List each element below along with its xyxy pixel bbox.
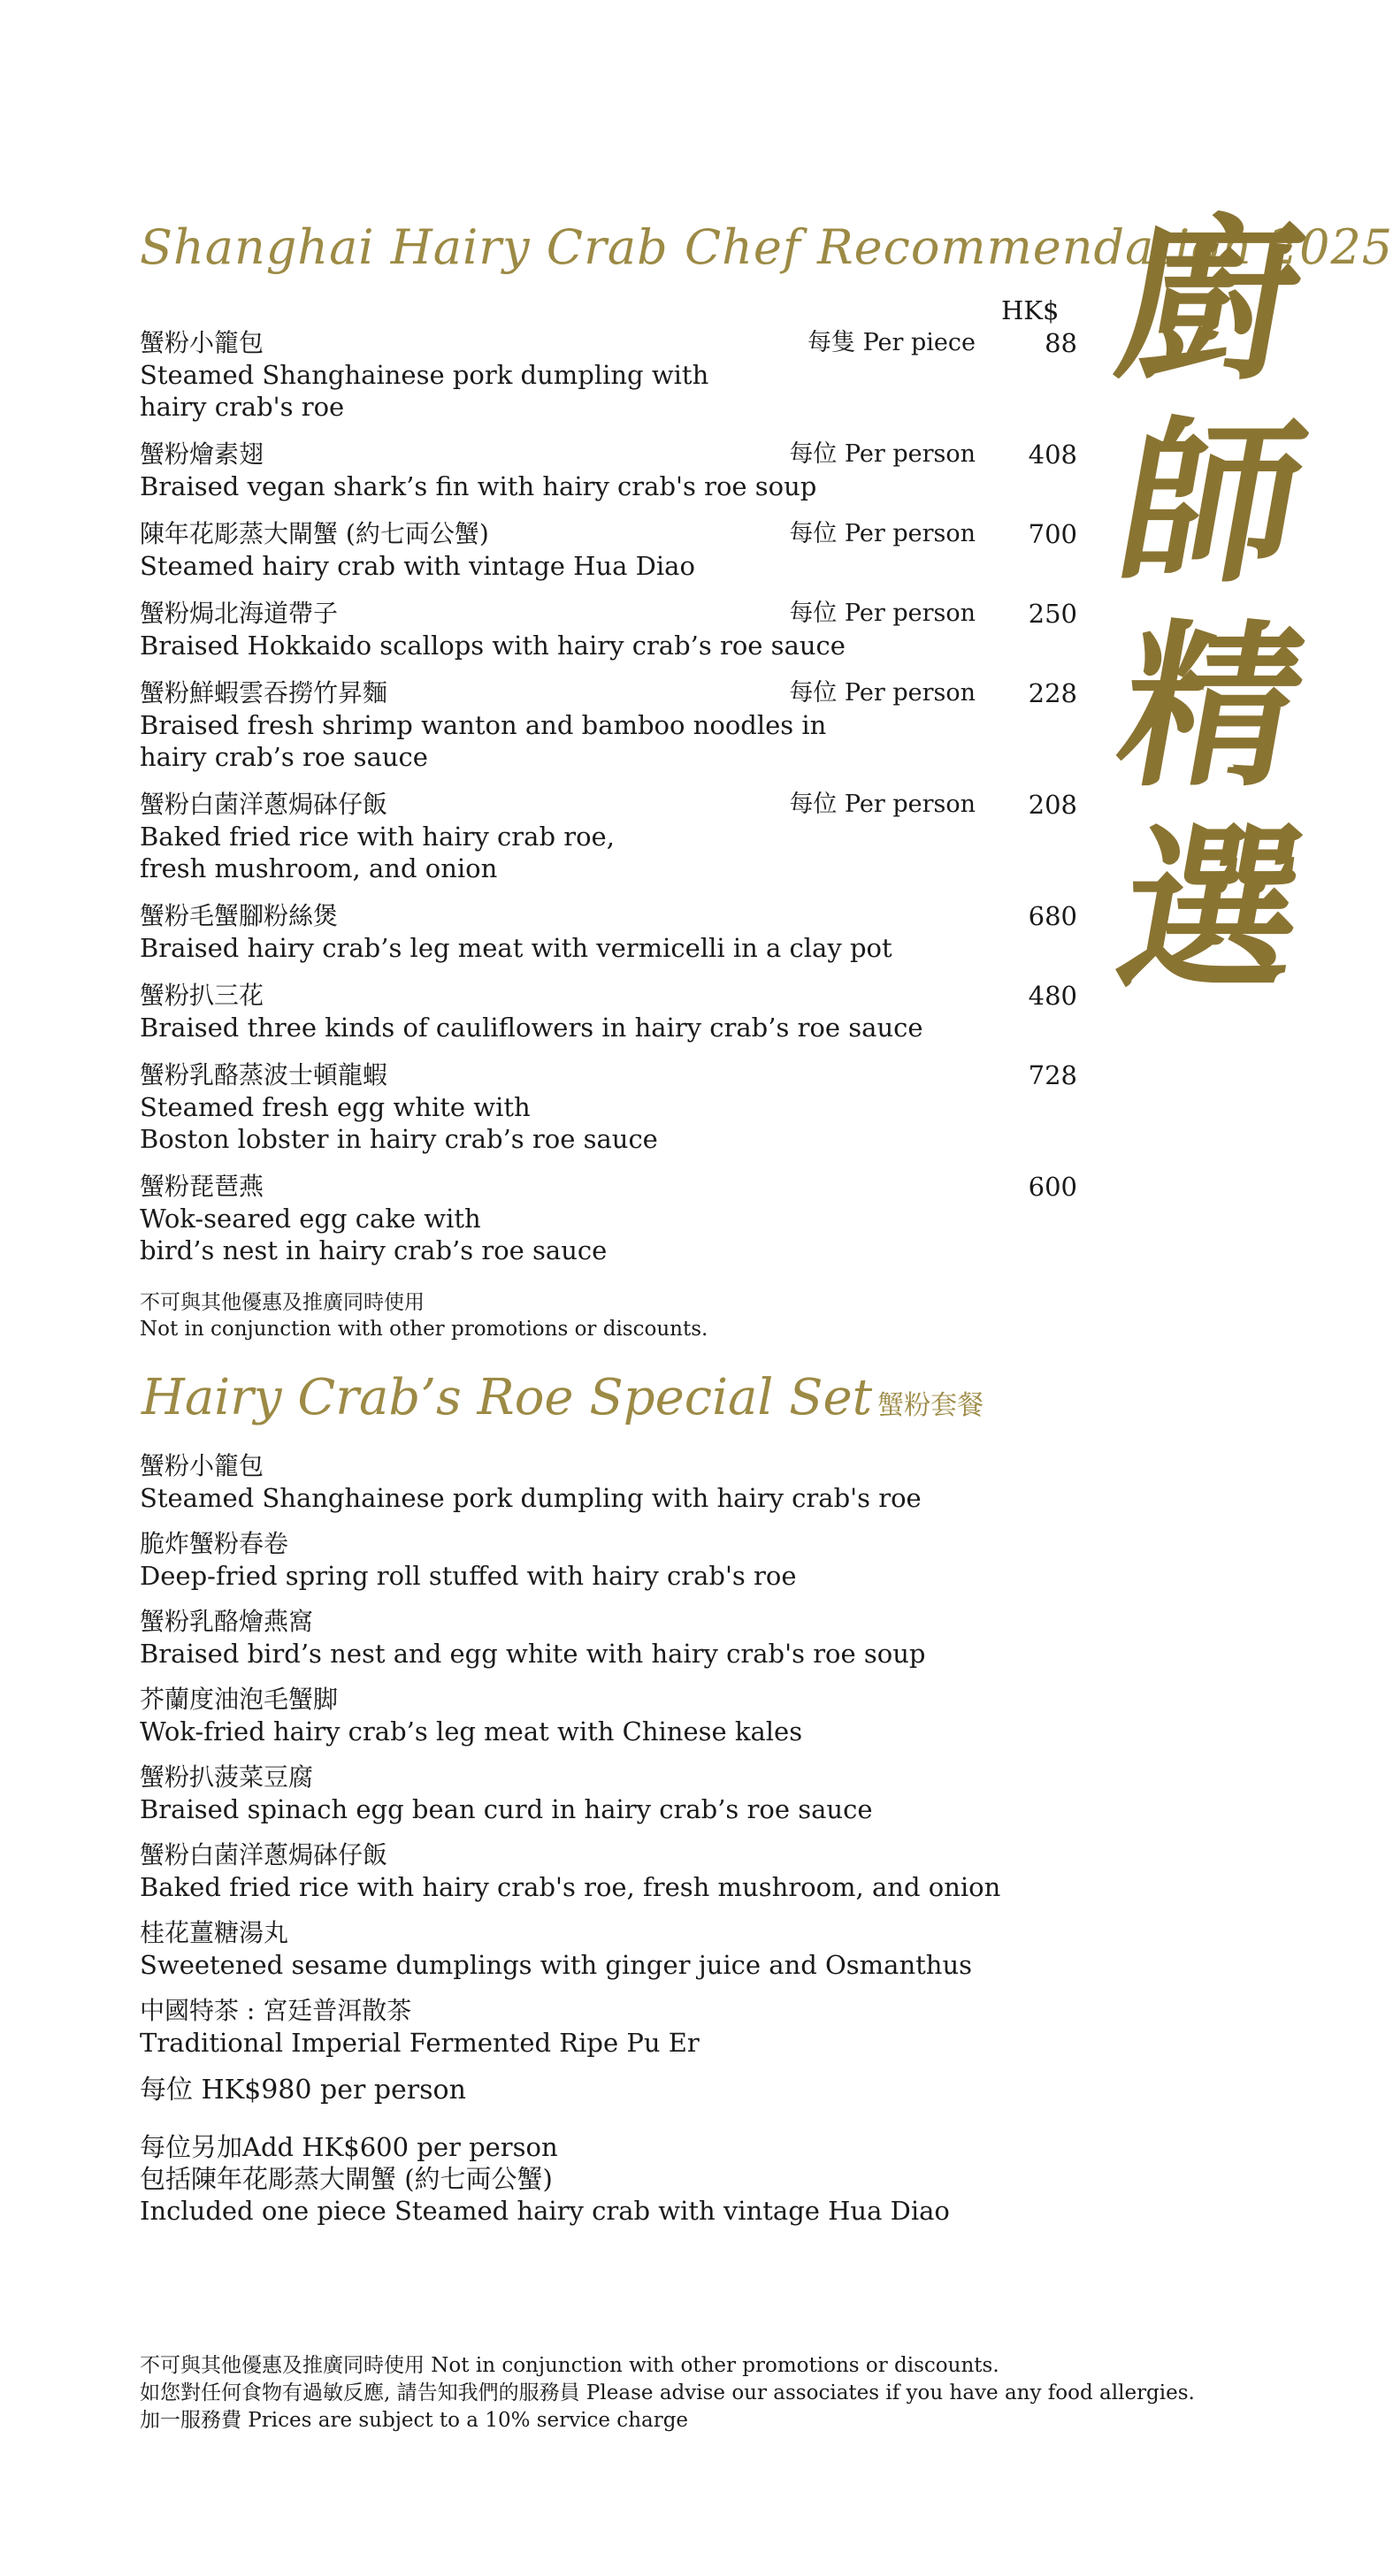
set-item-en: Steamed Shanghainese pork dumpling with hairy crab's roe [140,1483,922,1513]
item-name-en-line2: fresh mushroom, and onion [140,853,498,883]
addon-desc-zh: 包括陳年花彫蒸大閘蟹 (約七両公蟹) [140,2164,553,2194]
item-name-zh: 蟹粉鮮蝦雲吞撈竹昇麵 [140,678,388,707]
calligraphy-char: 廚 [1105,196,1319,404]
set-item-zh: 蟹粉扒菠菜豆腐 [140,1762,314,1792]
menu-item [140,677,1077,773]
set-item-en: Baked fried rice with hairy crab's roe, fresh mushroom, and onion [140,1872,1001,1902]
promotion-note [140,1289,708,1342]
item-name-en: Braised three kinds of cauliflowers in hairy crab’s roe sauce [140,1013,923,1043]
item-name-en: Steamed Shanghainese pork dumpling with [140,360,709,390]
menu-item [140,598,1077,661]
menu-item [140,1059,1077,1155]
item-name-en: Baked fried rice with hairy crab roe, [140,822,615,852]
addon-desc-en: Included one piece Steamed hairy crab with vintage Hua Diao [140,2196,950,2226]
currency-label: HK$ [1001,295,1060,325]
menu-item [140,1171,1077,1266]
menu-item [140,789,1077,884]
set-item-zh: 脆炸蟹粉春卷 [140,1529,289,1558]
item-price: 480 [1028,981,1077,1011]
calligraphy-char: 精 [1105,603,1319,811]
item-price: 228 [1028,678,1077,708]
item-price: 728 [1028,1060,1077,1090]
menu-item [140,327,1077,423]
set-item [140,1684,1201,1747]
calligraphy-chef-selection [1079,196,1344,1014]
menu-item [140,439,1077,502]
item-name-en: Steamed fresh egg white with [140,1092,531,1122]
set-item-en: Wok-fried hairy crab’s leg meat with Chinese kales [140,1716,803,1747]
set-item-zh: 蟹粉乳酪燴燕窩 [140,1607,314,1636]
item-price: 88 [1045,328,1077,358]
item-price: 600 [1028,1172,1077,1202]
menu-title: Shanghai Hairy Crab Chef Recommendation 2025 [140,219,1393,275]
set-item-en: Braised spinach egg bean curd in hairy crab’s roe sauce [140,1794,873,1824]
set-addon [140,2131,1201,2227]
item-name-en: Braised vegan shark’s fin with hairy crab's roe soup [140,471,817,501]
item-price: 408 [1028,440,1077,470]
footer-allergy-note: 如您對任何食物有過敏反應, 請告知我們的服務員 Please advise our associates if you have any food allergies. [140,2381,1195,2404]
set-item-zh: 桂花薑糖湯丸 [140,1918,289,1947]
set-menu [140,1450,1201,2227]
set-title-zh: 蟹粉套餐 [877,1390,984,1421]
item-name-en-line2: Boston lobster in hairy crab’s roe sauce [140,1124,658,1154]
set-item-en: Traditional Imperial Fermented Ripe Pu Er [140,2028,700,2058]
item-unit: 每位 Per person [789,679,976,707]
item-name-en-line2: bird’s nest in hairy crab’s roe sauce [140,1235,608,1265]
item-unit: 每位 Per person [789,600,976,627]
item-price: 700 [1028,519,1077,549]
item-price: 250 [1028,599,1077,629]
set-item [140,1606,1201,1670]
set-item-zh: 中國特茶 : 宮廷普洱散茶 [140,1996,412,2025]
item-name-zh: 蟹粉琵琶燕 [140,1172,264,1201]
item-name-en-line2: hairy crab's roe [140,392,345,422]
menu-item [140,518,1077,582]
promotion-note-en: Not in conjunction with other promotions or discounts. [140,1318,708,1341]
item-name-zh: 蟹粉扒三花 [140,981,264,1010]
footer-notes [140,2352,1195,2435]
menu-item [140,980,1077,1043]
footer-promotion-note: 不可與其他優惠及推廣同時使用 Not in conjunction with other promotions or discounts. [140,2354,999,2377]
set-menu-title [142,1369,984,1426]
item-price: 208 [1028,790,1077,820]
item-unit: 每隻 Per piece [807,329,976,356]
set-item [140,1995,1201,2059]
item-name-zh: 蟹粉毛蟹腳粉絲煲 [140,901,339,930]
set-item-zh: 蟹粉白菌洋蔥焗砵仔飯 [140,1840,388,1869]
set-title-en: Hairy Crab’s Roe Special Set [142,1369,873,1426]
menu-items [140,327,1077,1282]
item-price: 680 [1028,901,1077,931]
item-name-en: Braised hairy crab’s leg meat with vermicelli in a clay pot [140,933,892,963]
item-unit: 每位 Per person [789,520,976,547]
item-name-zh: 蟹粉小籠包 [140,328,264,357]
item-name-zh: 蟹粉焗北海道帶子 [140,599,339,628]
item-name-en: Braised fresh shrimp wanton and bamboo noodles in [140,710,827,740]
set-item [140,1528,1201,1592]
set-item-zh: 芥蘭度油泡毛蟹脚 [140,1685,339,1714]
set-item-en: Deep-fried spring roll stuffed with hairy crab's roe [140,1561,797,1591]
set-item-en: Sweetened sesame dumplings with ginger juice and Osmanthus [140,1950,973,1980]
item-name-en: Steamed hairy crab with vintage Hua Diao [140,551,695,581]
item-unit: 每位 Per person [789,791,976,818]
item-name-en: Braised Hokkaido scallops with hairy crab’s roe sauce [140,631,846,661]
calligraphy-char: 師 [1105,400,1319,608]
item-unit: 每位 Per person [789,440,976,468]
promotion-note-zh: 不可與其他優惠及推廣同時使用 [140,1291,425,1314]
menu-item [140,900,1077,964]
set-item-zh: 蟹粉小籠包 [140,1451,264,1480]
set-item-en: Braised bird’s nest and egg white with hairy crab's roe soup [140,1639,926,1669]
calligraphy-char: 選 [1105,806,1319,1014]
item-name-zh: 蟹粉白菌洋蔥焗砵仔飯 [140,790,388,819]
set-item [140,1917,1201,1981]
item-name-zh: 陳年花彫蒸大閘蟹 (約七両公蟹) [140,519,489,548]
set-item [140,1839,1201,1903]
item-name-zh: 蟹粉乳酪蒸波士頓龍蝦 [140,1060,388,1089]
addon-price: 每位另加Add HK$600 per person [140,2132,558,2162]
item-name-en: Wok-seared egg cake with [140,1204,481,1234]
set-item [140,1762,1201,1825]
set-price: 每位 HK$980 per person [140,2075,466,2106]
item-name-zh: 蟹粉燴素翅 [140,440,264,469]
item-name-en-line2: hairy crab’s roe sauce [140,742,428,772]
set-item [140,1450,1201,1514]
footer-service-charge: 加一服務費 Prices are subject to a 10% service charge [140,2409,689,2432]
